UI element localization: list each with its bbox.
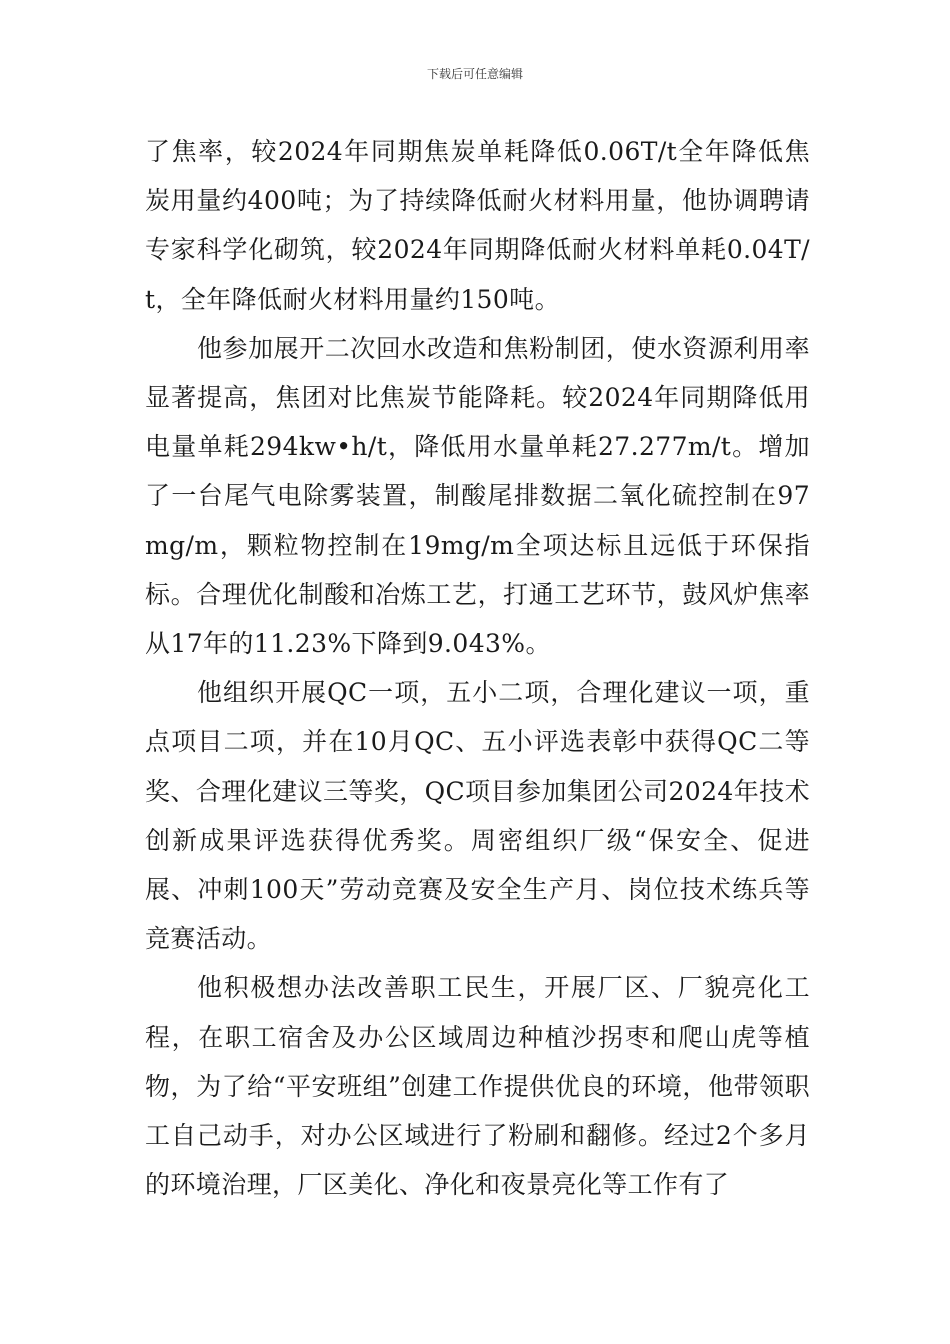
paragraph-continuation: 了焦率，较2024年同期焦炭单耗降低0.06T/t全年降低焦炭用量约400吨；为了持续降低耐火材料用量，他协调聘请专家科学化砌筑，较2024年同期降低耐火材料单耗0.04T/t，全年降低耐火材料用量约150吨。 (145, 137, 810, 314)
paragraph: 他参加展开二次回水改造和焦粉制团，使水资源利用率显著提高，焦团对比焦炭节能降耗。较2024年同期降低用电量单耗294kw•h/t，降低用水量单耗27.277m/t。增加了一台尾气电除雾装置，制酸尾排数据二氧化硫控制在97mg/m，颗粒物控制在19mg/m全项达标且远低于环保指标。合理优化制酸和冶炼工艺，打通工艺环节，鼓风炉焦率从17年的11.23%下降到9.043%。 (145, 333, 810, 659)
document-body (145, 127, 810, 1209)
paragraph: 他组织开展QC一项，五小二项，合理化建议一项，重点项目二项，并在10月QC、五小评选表彰中获得QC二等奖、合理化建议三等奖，QC项目参加集团公司2024年技术创新成果评选获得优秀奖。周密组织厂级“保安全、促进展、冲刺100天”劳动竞赛及安全生产月、岗位技术练兵等竞赛活动。 (145, 678, 810, 954)
paragraph: 他积极想办法改善职工民生，开展厂区、厂貌亮化工程，在职工宿舍及办公区域周边种植沙拐枣和爬山虎等植物，为了给“平安班组”创建工作提供优良的环境，他带领职工自己动手，对办公区域进行了粉刷和翻修。经过2个多月的环境治理，厂区美化、净化和夜景亮化等工作有了 (145, 973, 810, 1200)
page-header: 下载后可任意编辑 (426, 67, 523, 81)
